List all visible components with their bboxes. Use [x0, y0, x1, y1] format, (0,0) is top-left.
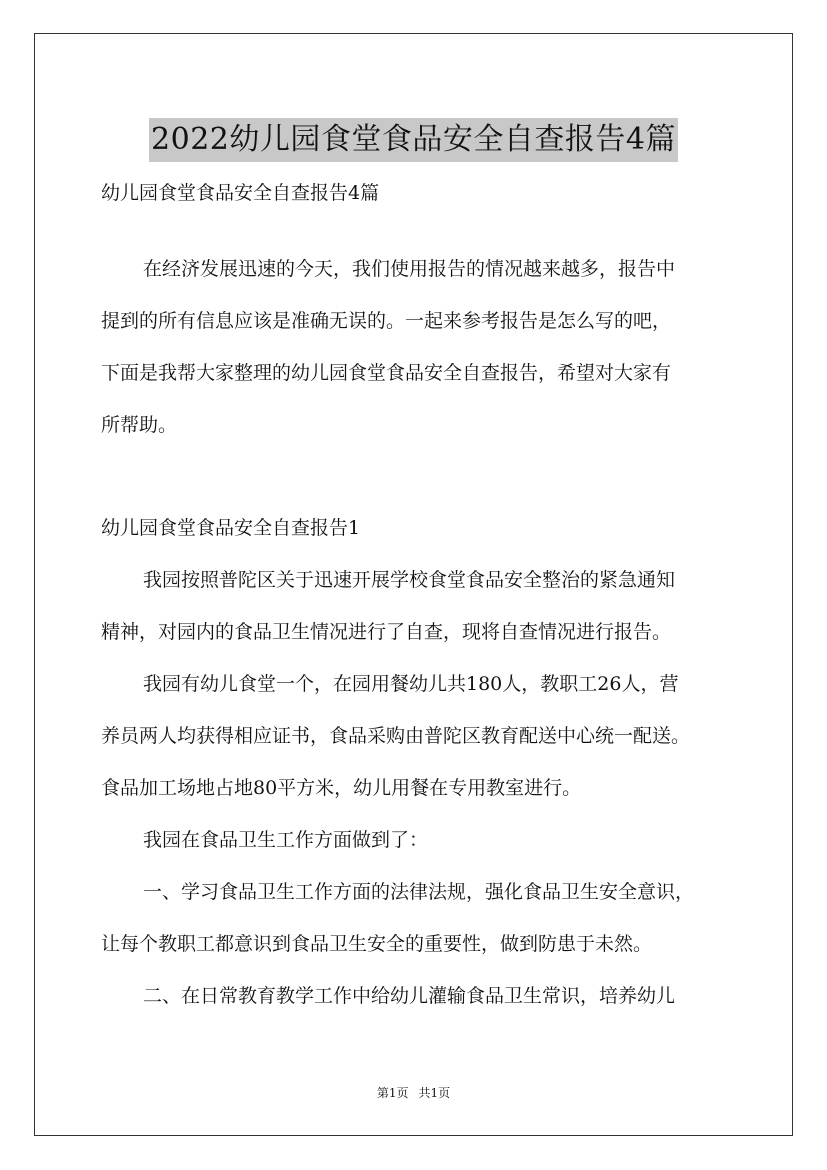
spacer [101, 755, 731, 769]
document-title: 2022幼儿园食堂食品安全自查报告4篇 [149, 118, 678, 162]
spacer [101, 288, 731, 302]
intro-line: 所帮助。 [101, 414, 178, 436]
paragraph-line: 让每个教职工都意识到食品卫生安全的重要性，做到防患于未然。 [101, 933, 653, 955]
spacer [101, 911, 731, 925]
paragraph-line: 我园在食品卫生工作方面做到了： [143, 829, 429, 851]
document-body [101, 174, 731, 1015]
paragraph-line: 一、学习食品卫生工作方面的法律法规，强化食品卫生安全意识， [143, 881, 695, 903]
spacer [101, 651, 731, 665]
intro-line: 在经济发展迅速的今天，我们使用报告的情况越来越多，报告中 [143, 258, 676, 280]
paragraph-line: 二、在日常教育教学工作中给幼儿灌输食品卫生常识，培养幼儿 [143, 985, 676, 1007]
spacer [101, 807, 731, 821]
spacer [101, 599, 731, 613]
section-heading: 幼儿园食堂食品安全自查报告1 [101, 517, 361, 539]
page-footer [0, 1084, 827, 1101]
spacer [101, 392, 731, 406]
page-number: 第1页 [376, 1086, 409, 1100]
paragraph-line: 食品加工场地占地80平方米，幼儿用餐在专用教室进行。 [101, 777, 582, 799]
paragraph-line: 养员两人均获得相应证书，食品采购由普陀区教育配送中心统一配送。 [101, 725, 691, 747]
intro-line: 下面是我帮大家整理的幼儿园食堂食品安全自查报告，希望对大家有 [101, 362, 672, 384]
spacer [101, 444, 731, 509]
spacer [101, 703, 731, 717]
paragraph-line: 我园有幼儿食堂一个，在园用餐幼儿共180人，教职工26人，营 [143, 673, 679, 695]
paragraph-line: 精神，对园内的食品卫生情况进行了自查，现将自查情况进行报告。 [101, 621, 672, 643]
spacer [101, 340, 731, 354]
spacer [101, 547, 731, 561]
spacer [101, 963, 731, 977]
paragraph-line: 我园按照普陀区关于迅速开展学校食堂食品安全整治的紧急通知 [143, 569, 676, 591]
page-total: 共1页 [418, 1086, 451, 1100]
spacer [101, 859, 731, 873]
intro-line: 提到的所有信息应该是准确无误的。一起来参考报告是怎么写的吧， [101, 310, 672, 332]
title-container [0, 98, 827, 182]
document-subtitle: 幼儿园食堂食品安全自查报告4篇 [101, 182, 380, 204]
spacer [101, 212, 731, 250]
